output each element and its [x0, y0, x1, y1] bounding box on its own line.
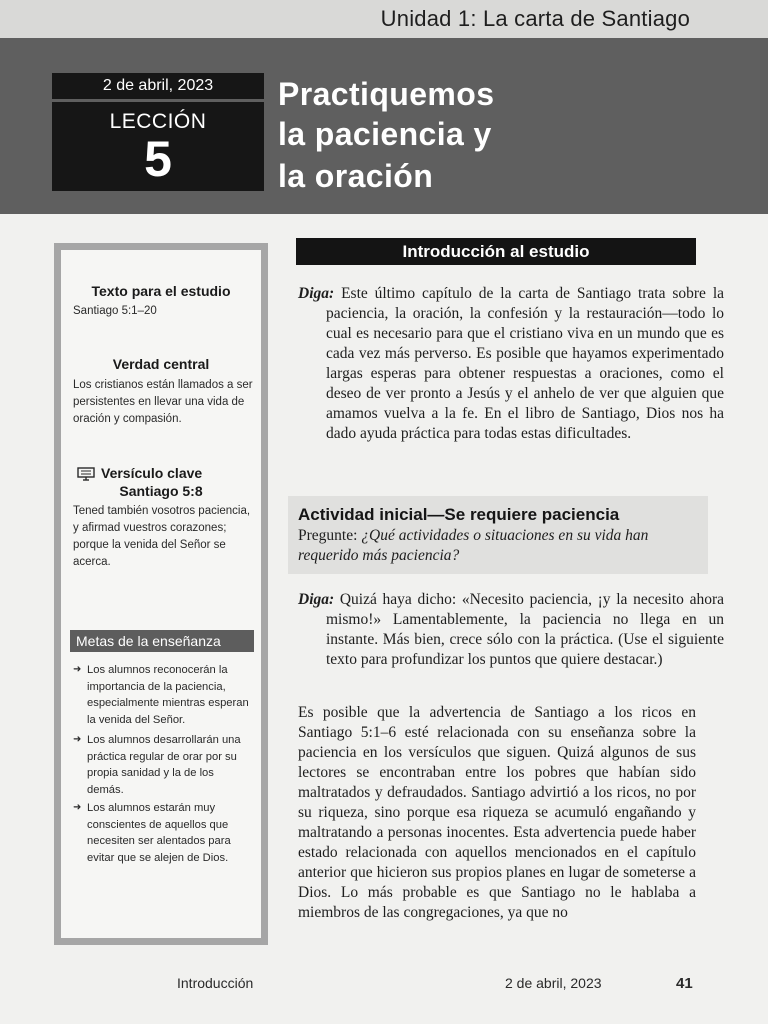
key-verse-heading: Versículo clave [101, 465, 203, 481]
activity-question: ¿Qué actividades o situaciones en su vida han requerido más paciencia? [298, 527, 649, 564]
unit-header-bar [0, 0, 768, 38]
lesson-label: LECCIÓN [109, 110, 207, 133]
activity-heading: Actividad inicial—Se requiere paciencia [298, 505, 620, 524]
say-text: Quizá haya dicho: «Necesito paciencia, ¡y la necesito ahora mismo!» Lamentablemente, la paciencia no llega en un instante. Más bien, crece sólo con la práctica. (Use el siguiente texto para profundizar los puntos que quiere destacar.) [326, 591, 724, 668]
say-paragraph [298, 590, 724, 670]
arrow-right-icon: ➜ [73, 734, 82, 745]
lesson-title-line-3: la oración [278, 158, 434, 194]
key-verse-text: Tened también vosotros paciencia, y afirmad vuestros corazones; porque la venida del Señor se acerca. [73, 505, 251, 568]
lesson-title-line-1: Practiquemos [278, 76, 495, 112]
intro-paragraph [298, 284, 724, 444]
footer-section: Introducción [177, 975, 254, 991]
unit-title: Unidad 1: La carta de Santiago [380, 6, 690, 31]
study-text-reference: Santiago 5:1–20 [73, 305, 157, 317]
teaching-goal-item: ➜ Los alumnos reconocerán la importancia de la paciencia, especialmente mientras esperan la venida del Señor. [73, 664, 249, 726]
page-number: 41 [676, 975, 693, 992]
lesson-title-line-2: la paciencia y [278, 116, 492, 152]
teaching-goal-item: ➜ Los alumnos desarrollarán una práctica regular de orar por su propia sanidad y la de los demás. [73, 734, 241, 796]
arrow-right-icon: ➜ [73, 664, 82, 675]
lesson-number-box [52, 102, 264, 191]
arrow-right-icon: ➜ [73, 802, 82, 813]
say-label: Diga: [298, 285, 335, 302]
central-truth-heading: Verdad central [112, 356, 210, 372]
teaching-goals-heading: Metas de la enseñanza [70, 630, 254, 652]
say-label: Diga: [298, 591, 335, 608]
body-paragraph: Es posible que la advertencia de Santiago a los ricos en Santiago 5:1–6 esté relacionada con su enseñanza sobre la paciencia en los versículos que siguen. Quizá algunos de sus lectores se encontraban entre los pobres que habían sido maltratados y defraudados. Santiago advirtió a los ricos, no por su riqueza, sino porque esa riqueza se acumuló engañando y maltratando a personas inocentes. Esta advertencia puede haber estado relacionada con aquellos mencionados en el capítulo anterior que hicieron sus propios planes en lugar de someterse a Dios. Lo más probable es que Santiago no le hablaba a miembros de las congregaciones, ya que no [298, 704, 696, 921]
lesson-sidebar [54, 243, 268, 945]
footer-date: 2 de abril, 2023 [505, 975, 602, 991]
key-verse-reference: Santiago 5:8 [119, 483, 203, 499]
intro-text: Este último capítulo de la carta de Santiago trata sobre la paciencia, la oración, la confesión y la restauración—todo lo cual es necesario para que el cristiano viva en un mundo que es cada vez más perverso. Es posible que hayamos experimentado largas esperas para obtener respuestas a oraciones, como el deseo de ver pronto a Jesús y el anhelo de ver que alguien que amamos vuelva a la fe. En el libro de Santiago, Dios nos ha dado ayuda práctica para todas estas dificultades. [326, 285, 725, 442]
study-text-heading: Texto para el estudio [91, 283, 231, 299]
lesson-date: 2 de abril, 2023 [52, 73, 264, 99]
activity-question-paragraph [298, 526, 696, 566]
intro-heading: Introducción al estudio [296, 238, 696, 265]
monitor-icon [77, 467, 95, 481]
central-truth-text: Los cristianos están llamados a ser persistentes en llevar una vida de oración y compasión. [73, 379, 253, 425]
lesson-number: 5 [144, 131, 172, 187]
ask-label: Pregunte: [298, 527, 358, 544]
sidebar-panel [61, 250, 261, 938]
teaching-goal-item: ➜ Los alumnos estarán muy conscientes de aquellos que necesiten ser alentados para evitar que se alejen de Dios. [73, 802, 231, 864]
